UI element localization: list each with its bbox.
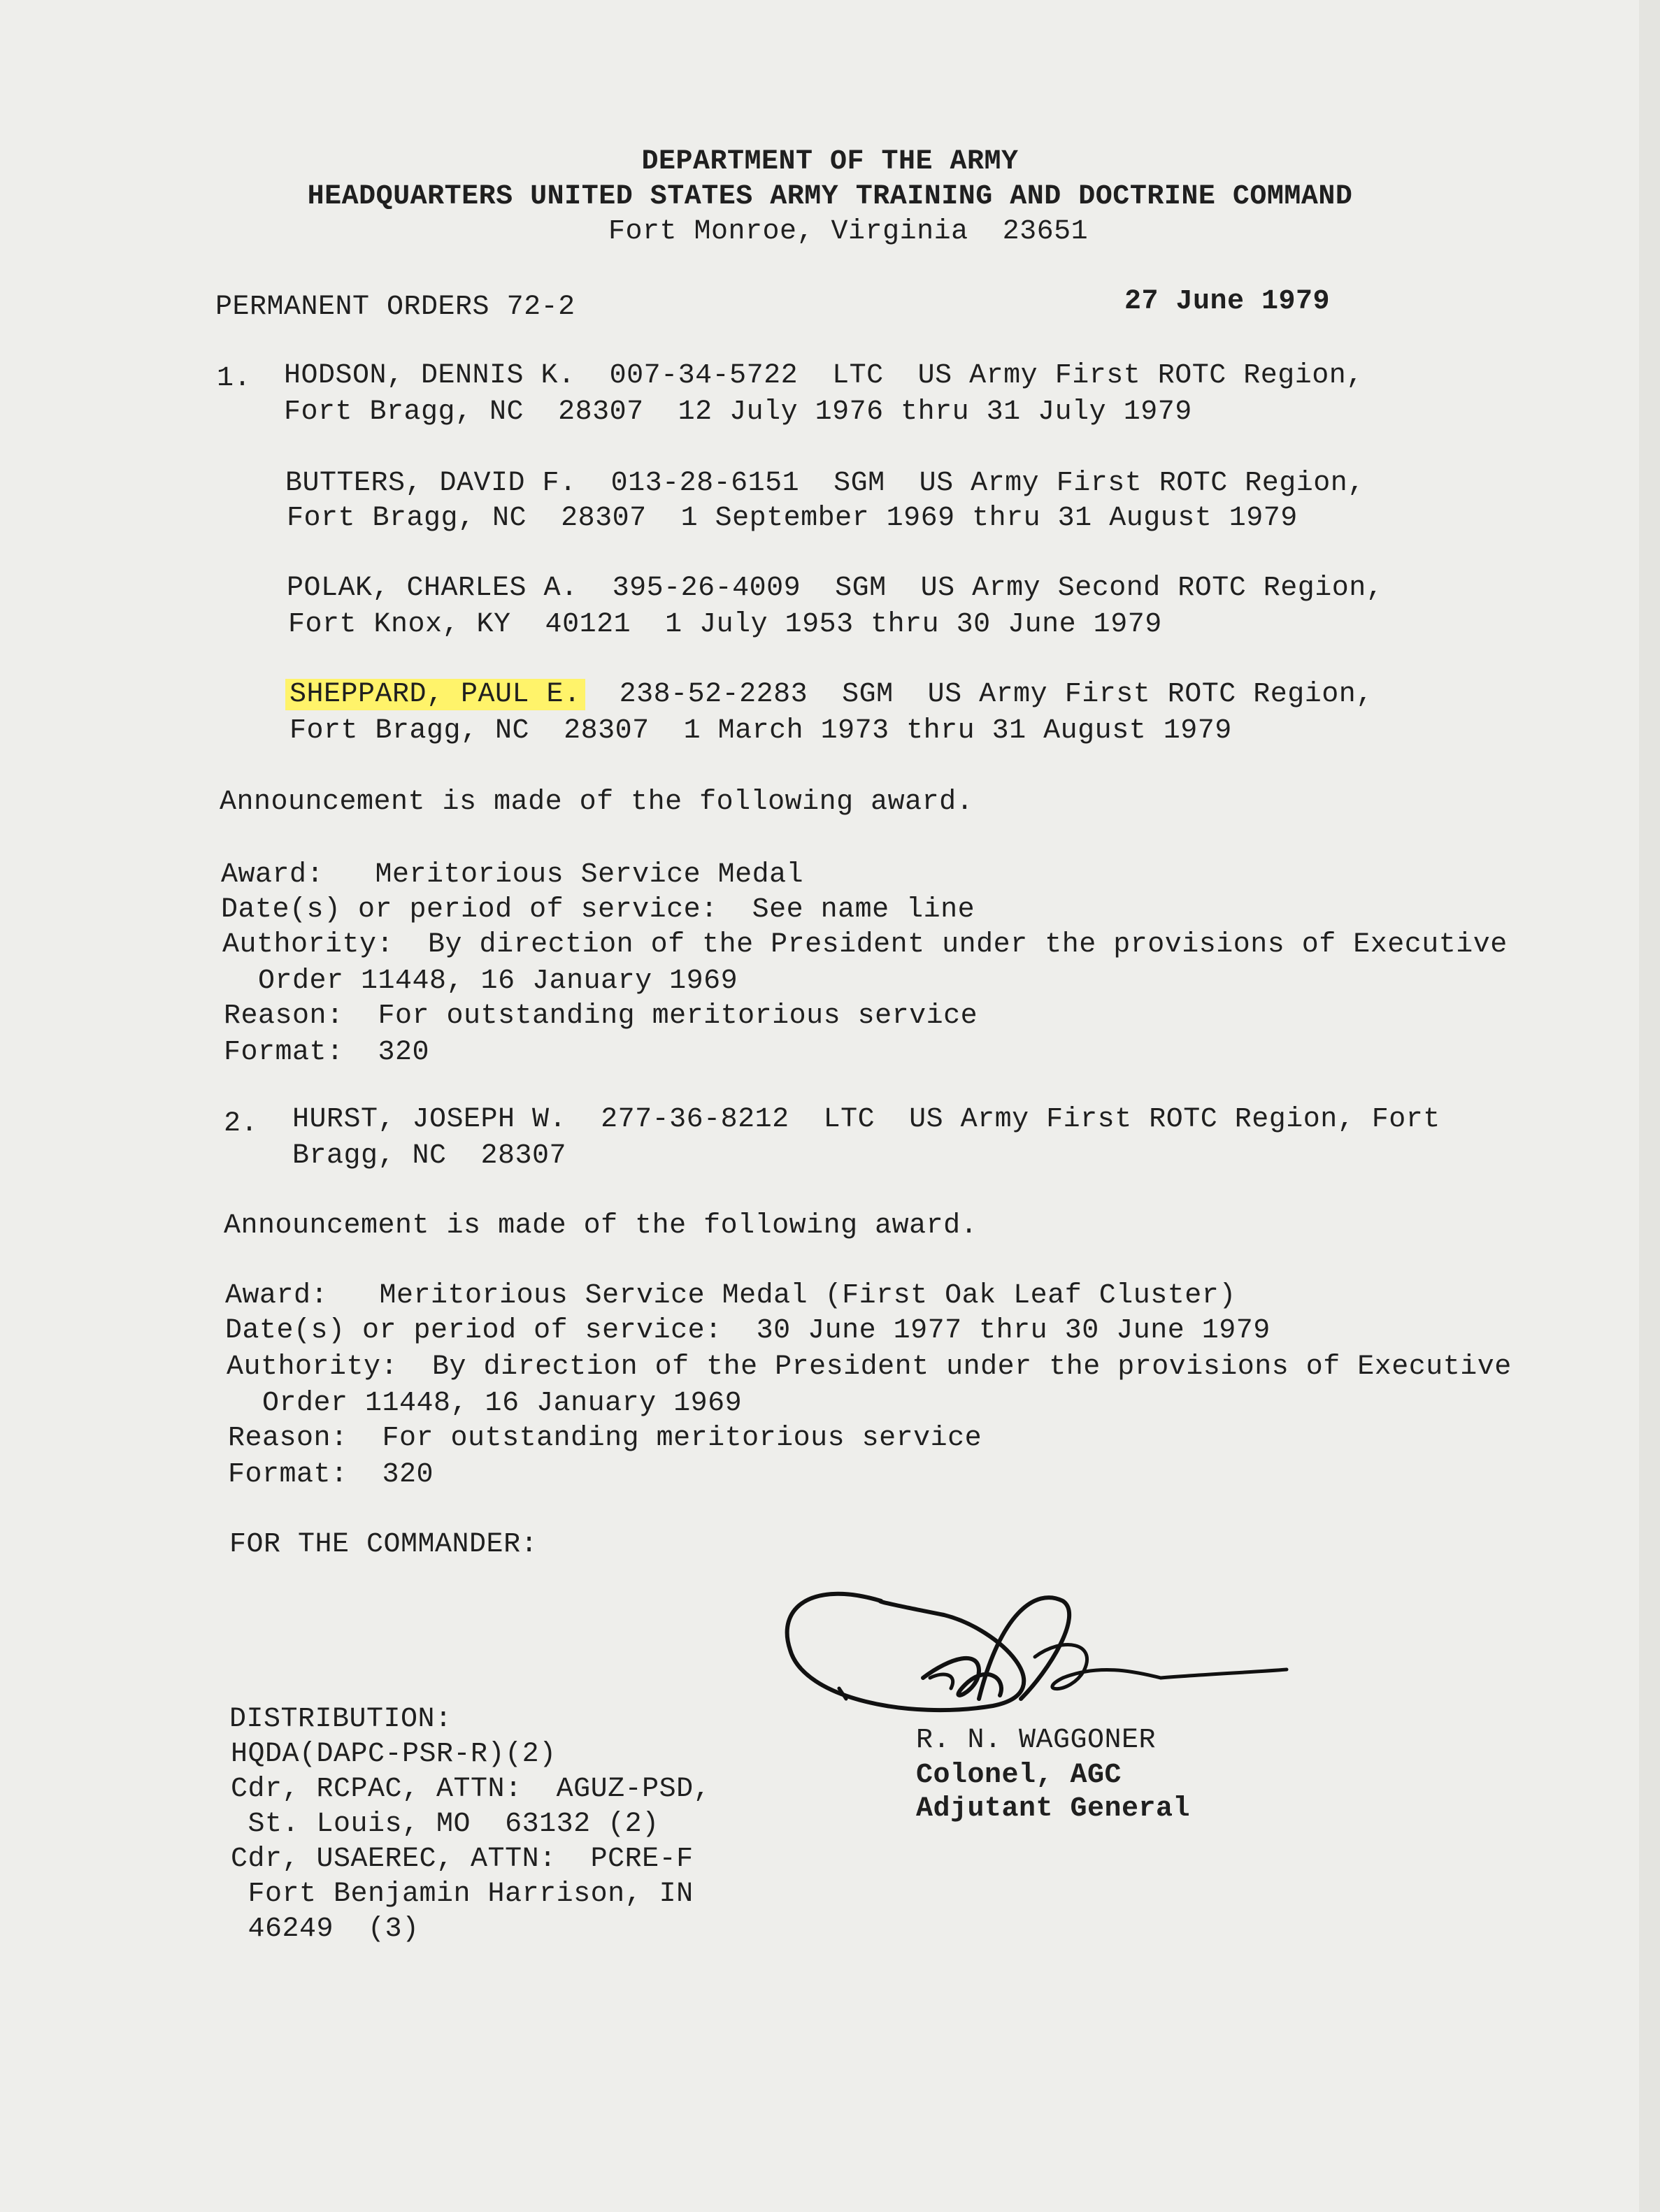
section1-format: Format: 320	[224, 1037, 430, 1068]
header-command: HEADQUARTERS UNITED STATES ARMY TRAINING AND DOCTRINE COMMAND	[307, 181, 1353, 213]
distribution-title: DISTRIBUTION:	[229, 1704, 452, 1735]
section2-award: Award: Meritorious Service Medal (First Oak Leaf Cluster)	[225, 1280, 1236, 1312]
section2-authority: Authority: By direction of the President under the provisions of Executive	[227, 1351, 1512, 1383]
section2-format: Format: 320	[228, 1459, 434, 1491]
section1-dates: Date(s) or period of service: See name line	[221, 894, 975, 926]
header-location: Fort Monroe, Virginia 23651	[608, 216, 1089, 247]
signer-rank: Colonel, AGC	[916, 1760, 1122, 1791]
distribution-line: Fort Benjamin Harrison, IN	[231, 1879, 694, 1910]
section2-line1: HURST, JOSEPH W. 277-36-8212 LTC US Army First ROTC Region, Fort	[292, 1104, 1440, 1135]
entry-details: 013-28-6151 SGM US Army First ROTC Region,	[576, 468, 1365, 499]
page-edge	[1639, 0, 1660, 2212]
entry-sheppard-line2: Fort Bragg, NC 28307 1 March 1973 thru 31 August 1979	[289, 715, 1232, 747]
section2-reason: Reason: For outstanding meritorious service	[228, 1423, 982, 1454]
entry-details: 007-34-5722 LTC US Army First ROTC Region,	[575, 360, 1364, 392]
orders-date: 27 June 1979	[1124, 286, 1331, 317]
for-the-commander: FOR THE COMMANDER:	[229, 1529, 538, 1560]
entry-sheppard-line1	[289, 678, 1373, 712]
entry-hodson-line2: Fort Bragg, NC 28307 12 July 1976 thru 31 July 1979	[284, 396, 1192, 428]
section2-line2: Bragg, NC 28307	[292, 1140, 567, 1172]
entry-butters-line1	[285, 467, 1365, 501]
signer-name: R. N. WAGGONER	[916, 1725, 1157, 1756]
distribution-line: 46249 (3)	[231, 1913, 420, 1945]
entry-hodson-line1	[284, 359, 1364, 393]
distribution-line: HQDA(DAPC-PSR-R)(2)	[231, 1739, 557, 1770]
entry-details: 238-52-2283 SGM US Army First ROTC Region,	[585, 679, 1373, 710]
section1-number: 1.	[217, 363, 252, 394]
entry-butters-line2: Fort Bragg, NC 28307 1 September 1969 thru 31 August 1979	[287, 503, 1298, 534]
entry-name: HODSON, DENNIS K.	[284, 360, 575, 392]
entry-name: POLAK, CHARLES A.	[287, 573, 578, 604]
signer-title: Adjutant General	[916, 1793, 1191, 1825]
entry-polak-line2: Fort Knox, KY 40121 1 July 1953 thru 30 June 1979	[288, 609, 1162, 640]
section1-authority: Authority: By direction of the President under the provisions of Executive	[222, 929, 1508, 961]
orders-number: PERMANENT ORDERS 72-2	[215, 292, 575, 323]
entry-polak-line1	[287, 572, 1383, 605]
distribution-line: Cdr, RCPAC, ATTN: AGUZ-PSD,	[231, 1774, 711, 1805]
entry-details: 395-26-4009 SGM US Army Second ROTC Region,	[578, 573, 1384, 604]
section2-announcement: Announcement is made of the following award.	[224, 1210, 978, 1242]
distribution-line: Cdr, USAEREC, ATTN: PCRE-F	[231, 1844, 694, 1875]
section1-award: Award: Meritorious Service Medal	[221, 859, 804, 891]
section1-authority-cont: Order 11448, 16 January 1969	[224, 965, 738, 997]
section1-reason: Reason: For outstanding meritorious service	[224, 1000, 978, 1032]
entry-name: BUTTERS, DAVID F.	[285, 468, 577, 499]
section2-authority-cont: Order 11448, 16 January 1969	[228, 1388, 743, 1419]
section2-dates: Date(s) or period of service: 30 June 1977 thru 30 June 1979	[225, 1315, 1271, 1346]
highlighted-name: SHEPPARD, PAUL E.	[285, 679, 585, 710]
distribution-line: St. Louis, MO 63132 (2)	[231, 1809, 659, 1840]
header-department: DEPARTMENT OF THE ARMY	[641, 146, 1019, 178]
section2-number: 2.	[224, 1108, 259, 1140]
section1-announcement: Announcement is made of the following award.	[220, 787, 974, 818]
